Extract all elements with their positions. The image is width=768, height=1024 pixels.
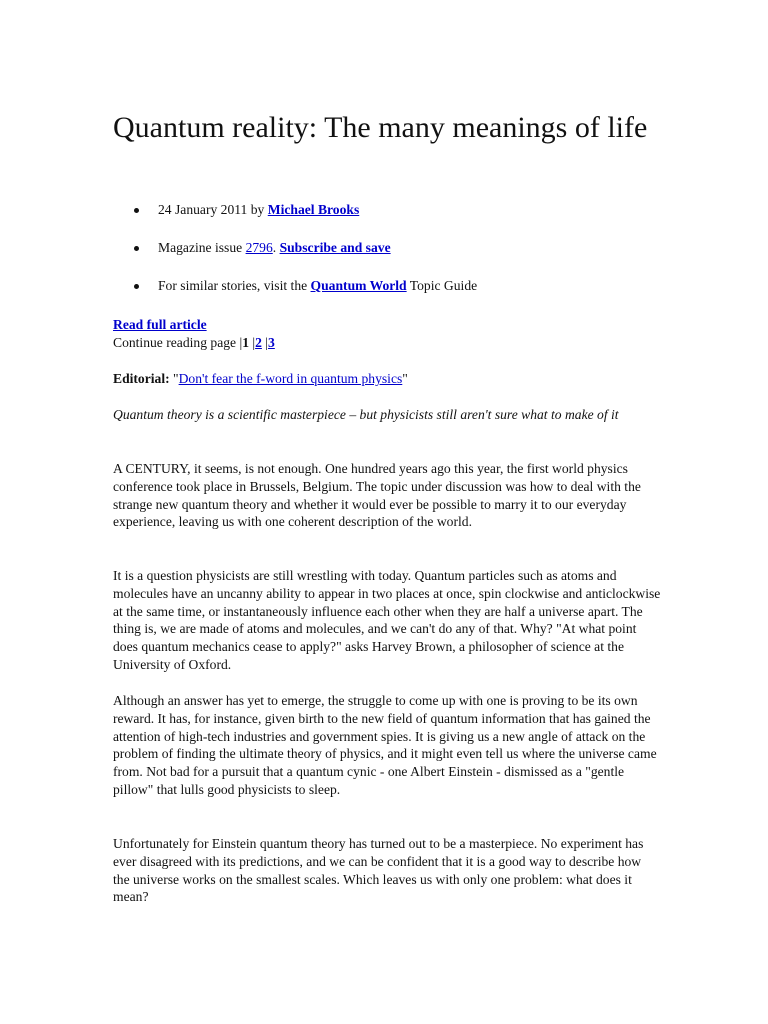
editorial-label: Editorial: bbox=[113, 371, 170, 386]
page-separator: | bbox=[248, 335, 256, 350]
date-text: 24 January 2011 by bbox=[158, 202, 268, 217]
meta-similar bbox=[113, 276, 661, 314]
similar-prefix: For similar stories, visit the bbox=[158, 278, 311, 293]
topic-guide-link[interactable]: Quantum World bbox=[310, 278, 407, 293]
subscribe-link[interactable]: Subscribe and save bbox=[279, 240, 391, 255]
issue-prefix: Magazine issue bbox=[158, 240, 246, 255]
body-paragraph-3: Although an answer has yet to emerge, the struggle to come up with one is proving to be its own reward. It has, for instance, given birth to the new field of quantum information that has gained the attention of high-tech industries and government spies. It is giving us a new angle of attack on the problem of finding the ultimate theory of physics, and it might even tell us where the universe came from. Not bad for a pursuit that a quantum cynic - one Albert Einstein - dismissed as a "gentle pillow" that lulls good physicists to sleep. bbox=[113, 693, 657, 797]
current-page: 1 bbox=[242, 335, 249, 350]
meta-date-author bbox=[113, 200, 661, 238]
body-paragraph-1: A CENTURY, it seems, is not enough. One hundred years ago this year, the first world physics conference took place in Brussels, Belgium. The topic under discussion was how to deal with the strange new quantum theory and whether it would ever be possible to marry it to our everyday experience, leaving us with one coherent description of the world. bbox=[113, 461, 641, 530]
read-full-article-link[interactable]: Read full article bbox=[113, 317, 207, 332]
page-separator: | bbox=[261, 335, 269, 350]
editorial-open-quote: " bbox=[169, 371, 179, 386]
body-paragraph-2: It is a question physicists are still wrestling with today. Quantum particles such as atoms and molecules have an uncanny ability to appear in two places at once, spin clockwise and anticlockwise at the same time, or instantaneously influence each other when they are half a universe apart. The thing is, we are made of atoms and molecules, and we can't do any of that. Why? "At what point does quantum mechanics cease to apply?" asks Harvey Brown, a philosopher of science at the University of Oxford. bbox=[113, 568, 661, 672]
continue-prefix: Continue reading page | bbox=[113, 335, 243, 350]
issue-link[interactable]: 2796 bbox=[245, 240, 273, 255]
page-2-link[interactable]: 2 bbox=[255, 335, 262, 350]
page-3-link[interactable]: 3 bbox=[268, 335, 275, 350]
article-title: Quantum reality: The many meanings of life bbox=[113, 111, 648, 144]
meta-issue bbox=[113, 238, 661, 276]
similar-suffix: Topic Guide bbox=[406, 278, 478, 293]
article-meta-list bbox=[113, 200, 661, 314]
read-section bbox=[113, 316, 275, 352]
editorial-link[interactable]: Don't fear the f-word in quantum physics bbox=[178, 371, 403, 386]
editorial-close-quote: " bbox=[402, 371, 408, 386]
issue-separator: . bbox=[272, 240, 280, 255]
author-link[interactable]: Michael Brooks bbox=[267, 202, 360, 217]
continue-reading bbox=[113, 334, 275, 352]
article-standfirst: Quantum theory is a scientific masterpiece – but physicists still aren't sure what to make of it bbox=[113, 407, 619, 422]
editorial-line bbox=[113, 370, 408, 388]
body-paragraph-4: Unfortunately for Einstein quantum theory has turned out to be a masterpiece. No experiment has ever disagreed with its predictions, and we can be confident that it is a good way to describe how the universe works on the smallest scales. Which leaves us with only one problem: what does it mean? bbox=[113, 836, 644, 905]
